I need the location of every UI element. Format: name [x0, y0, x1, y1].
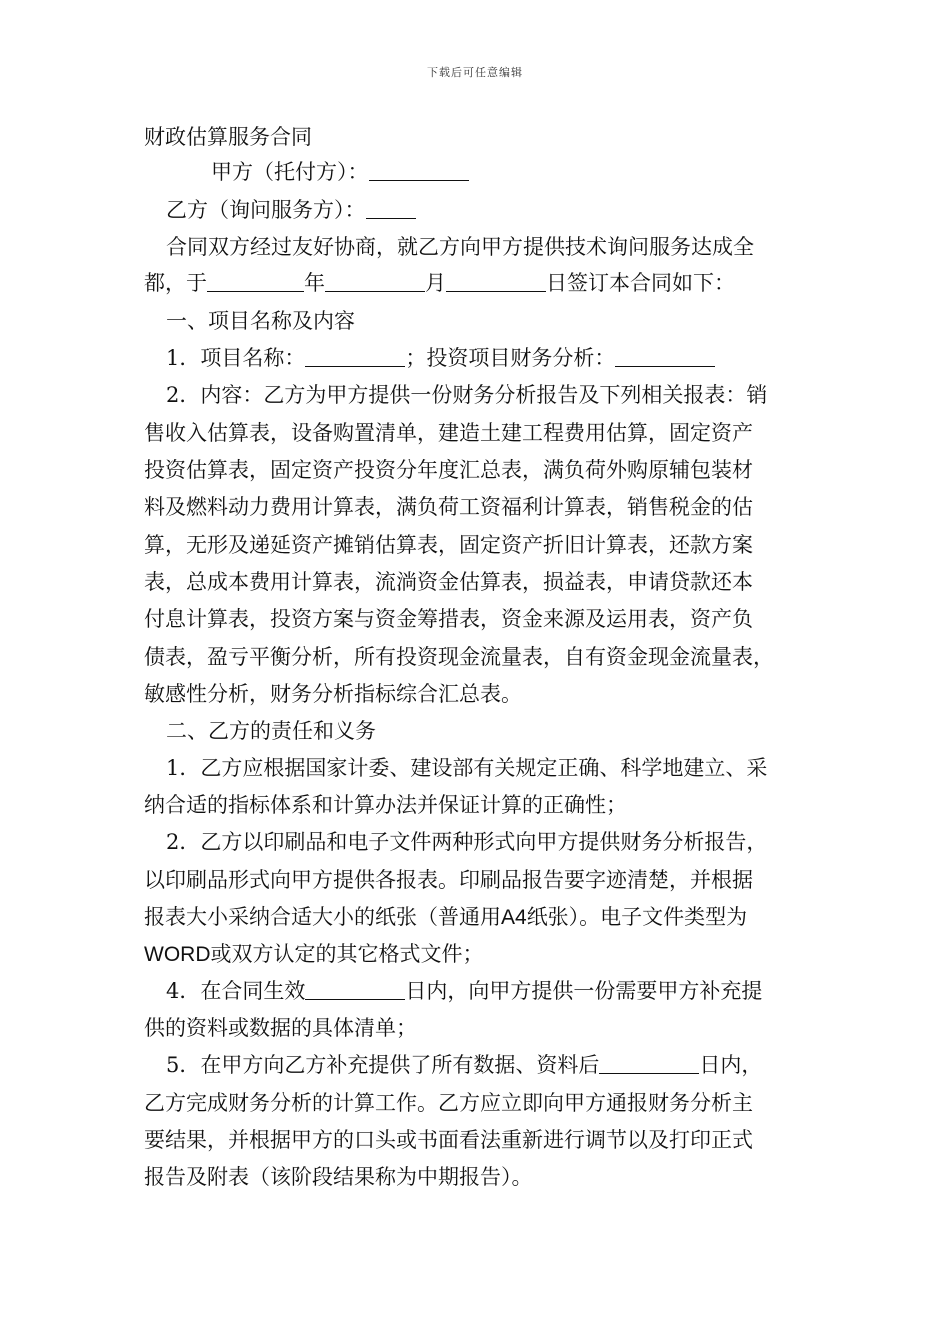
- resp-2-line-2: 以印刷品形式向甲方提供各报表。印刷品报告要字迹清楚，并根据: [144, 868, 753, 892]
- day-label: 日签订本合同如下：: [546, 271, 735, 295]
- resp-4-line-1: [166, 976, 762, 1006]
- intro-text: 都，于: [144, 271, 207, 295]
- month-blank: [325, 269, 425, 292]
- party-b-blank: [366, 196, 416, 219]
- effective-text: 4．在合同生效: [166, 979, 306, 1003]
- financial-analysis-label: ；投资项目财务分析：: [405, 346, 616, 370]
- supply-text: 5．在甲方向乙方补充提供了所有数据、资料后: [166, 1053, 600, 1077]
- item-2-line-4: 料及燃料动力费用计算表，满负荷工资福利计算表，销售税金的估: [144, 495, 753, 519]
- resp-5-line-3: 要结果，并根据甲方的口头或书面看法重新进行调节以及打印正式: [144, 1128, 753, 1152]
- item-2-line-2: 售收入估算表，设备购置清单，建造土建工程费用估算，固定资产: [144, 421, 753, 445]
- resp-5-line-2: 乙方完成财务分析的计算工作。乙方应立即向甲方通报财务分析主: [144, 1091, 753, 1115]
- paper-text: 纸张）。电子文件类型为: [526, 905, 748, 929]
- section-1-heading: 一、项目名称及内容: [166, 309, 355, 333]
- item-2-line-3: 投资估算表，固定资产投资分年度汇总表，满负荷外购原辅包装材: [144, 458, 753, 482]
- resp-5-line-4: 报告及附表（该阶段结果称为中期报告）。: [144, 1165, 533, 1189]
- party-a-label: 甲方（托付方）：: [211, 160, 369, 184]
- month-label: 月: [425, 271, 446, 295]
- resp-2-line-3: [144, 902, 747, 933]
- project-name-label: 1．项目名称：: [166, 346, 306, 370]
- days-blank-2: [599, 1051, 699, 1074]
- party-b-line: [166, 195, 416, 225]
- item-2-line-7: 付息计算表，投资方案与资金筹措表，资金来源及运用表，资产负: [144, 607, 753, 631]
- resp-1-line-2: 纳合适的指标体系和计算办法并保证计算的正确性；: [144, 793, 627, 817]
- financial-analysis-blank: [615, 344, 715, 367]
- contract-title: 财政估算服务合同: [144, 125, 312, 149]
- item-2-line-9: 敏感性分析，财务分析指标综合汇总表。: [144, 682, 522, 706]
- resp-4-line-2: 供的资料或数据的具体清单；: [144, 1016, 417, 1040]
- a4-label: A4: [501, 906, 527, 929]
- paper-size-text: 报表大小采纳合适大小的纸张（普通用: [144, 905, 501, 929]
- party-a-line: [211, 157, 469, 187]
- format-text: 或双方认定的其它格式文件；: [210, 942, 484, 966]
- item-2-line-5: 算，无形及递延资产摊销估算表，固定资产折旧计算表，还款方案: [144, 533, 753, 557]
- year-label: 年: [304, 271, 325, 295]
- day-blank: [446, 269, 546, 292]
- intro-line-1: 合同双方经过友好协商，就乙方向甲方提供技术询问服务达成全: [166, 235, 754, 259]
- item-1-line: [166, 343, 715, 373]
- resp-5-line-1: [166, 1050, 762, 1080]
- item-2-line-6: 表，总成本费用计算表，流淌资金估算表，损益表，申请贷款还本: [144, 570, 753, 594]
- intro-line-2: [144, 268, 735, 298]
- item-2-line-1: 2．内容：乙方为甲方提供一份财务分析报告及下列相关报表：销: [166, 383, 768, 407]
- section-2-heading: 二、乙方的责任和义务: [166, 719, 376, 743]
- days-text-1: 日内，向甲方提供一份需要甲方补充提: [405, 979, 763, 1003]
- project-name-blank: [305, 344, 405, 367]
- item-2-line-8: 债表，盈亏平衡分析，所有投资现金流量表，自有资金现金流量表，: [144, 645, 774, 669]
- party-b-label: 乙方（询问服务方）：: [166, 198, 366, 222]
- year-blank: [207, 269, 304, 292]
- days-blank-1: [305, 977, 405, 1000]
- page-header: 下载后可任意编辑: [427, 66, 523, 79]
- days-text-2: 日内，: [699, 1053, 763, 1077]
- resp-1-line-1: 1．乙方应根据国家计委、建设部有关规定正确、科学地建立、采: [166, 756, 768, 780]
- resp-2-line-1: 2．乙方以印刷品和电子文件两种形式向甲方提供财务分析报告，: [166, 830, 768, 854]
- word-label: WORD: [144, 943, 211, 966]
- resp-2-line-4: [144, 939, 484, 970]
- party-a-blank: [369, 158, 469, 181]
